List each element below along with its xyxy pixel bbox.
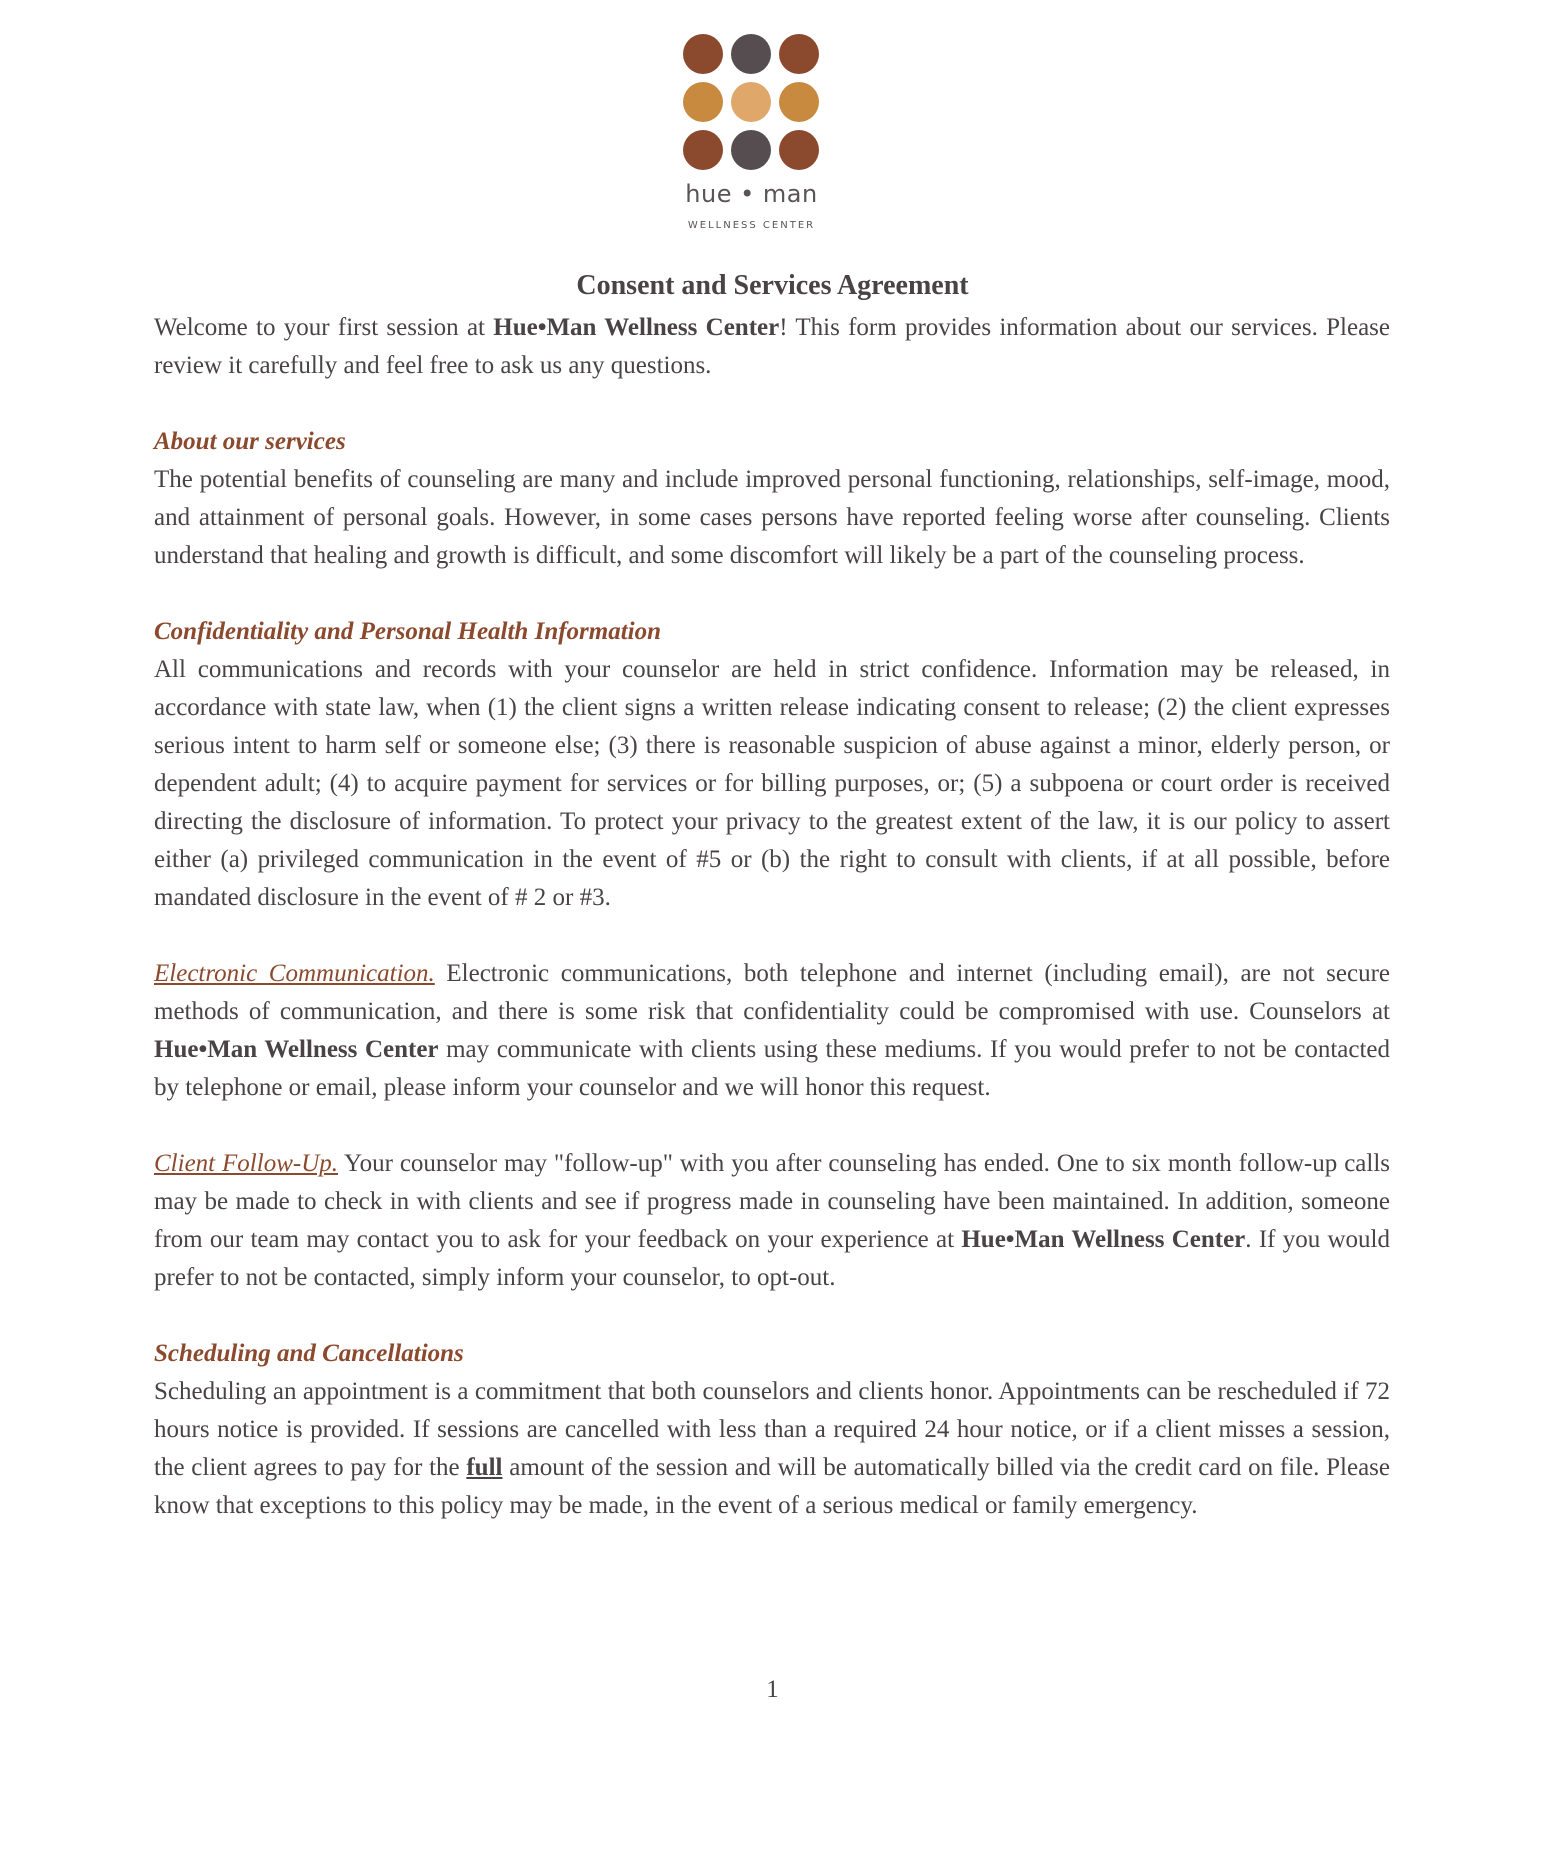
logo-dot [731,34,771,74]
logo-dot [683,130,723,170]
section-heading-electronic: Electronic Communication. [154,960,435,987]
logo-subtitle: WELLNESS CENTER [687,220,816,231]
logo-dot [779,130,819,170]
intro-paragraph: Welcome to your first session at Hue•Man Wellness Center! This form provides information about our services. Please review it carefully and feel free to ask us any questions. [154,314,1390,379]
section-followup: Client Follow-Up. Your counselor may "follow-up" with you after counseling has ended. One to six month follow-up calls may be made to check in with clients and see if progress made in counseling have been maintained. In addition, someone from our team may contact you to ask for your feedback on your experience at Hue•Man Wellness Center. If you would prefer to not be contacted, simply inform your counselor, to opt-out. [154,1150,1391,1291]
page-title: Consent and Services Agreement [576,270,969,301]
section-heading-scheduling: Scheduling and Cancellations [154,1340,464,1367]
logo-dot [683,82,723,122]
section-body-scheduling: Scheduling an appointment is a commitment that both counselors and clients honor. Appointments can be rescheduled if 72 hours notice is provided. If sessions are cancelled with less than a required 24 hour notice, or if a client misses a session, the client agrees to pay for the full amount of the session and will be automatically billed via the credit card on file. Please know that exceptions to this policy may be made, in the event of a serious medical or family emergency. [154,1378,1390,1519]
section-body-about: The potential benefits of counseling are many and include improved personal functioning, relationships, self-image, mood, and attainment of personal goals. However, in some cases persons have reported feeling worse after counseling. Clients understand that healing and growth is difficult, and some discomfort will likely be a part of the counseling process. [154,466,1390,569]
section-heading-followup: Client Follow-Up. [154,1150,339,1177]
brand-name: Hue•Man Wellness Center [961,1226,1246,1253]
logo [0,0,1545,240]
logo-dot [779,34,819,74]
logo-dot [683,34,723,74]
brand-name: Hue•Man Wellness Center [493,314,780,341]
logo-dot [779,82,819,122]
logo-name: hue • man [685,180,818,208]
logo-dot [731,82,771,122]
section-electronic: Electronic Communication. Electronic communications, both telephone and internet (including email), are not secure methods of communication, and there is some risk that confidentiality could be compromised with use. Counselors at Hue•Man Wellness Center may communicate with clients using these mediums. If you would prefer to not be contacted by telephone or email, please inform your counselor and we will honor this request. [154,960,1391,1101]
section-body-confidentiality: All communications and records with your counselor are held in strict confidence. Information may be released, in accordance with state law, when (1) the client signs a written release indicating consent to release; (2) the client expresses serious intent to harm self or someone else; (3) there is reasonable suspicion of abuse against a minor, elderly person, or dependent adult; (4) to acquire payment for services or for billing purposes, or; (5) a subpoena or court order is received directing the disclosure of information. To protect your privacy to the greatest extent of the law, it is our policy to assert either (a) privileged communication in the event of #5 or (b) the right to consult with clients, if at all possible, before mandated disclosure in the event of # 2 or #3. [154,656,1390,911]
logo-dot-grid [683,34,823,174]
logo-dot [731,130,771,170]
emphasis-full: full [466,1454,503,1481]
document-body [154,309,1390,1525]
brand-name: Hue•Man Wellness Center [154,1036,439,1063]
section-heading-about: About our services [154,428,346,455]
page-number: 1 [766,1676,779,1703]
section-heading-confidentiality: Confidentiality and Personal Health Information [154,618,662,645]
